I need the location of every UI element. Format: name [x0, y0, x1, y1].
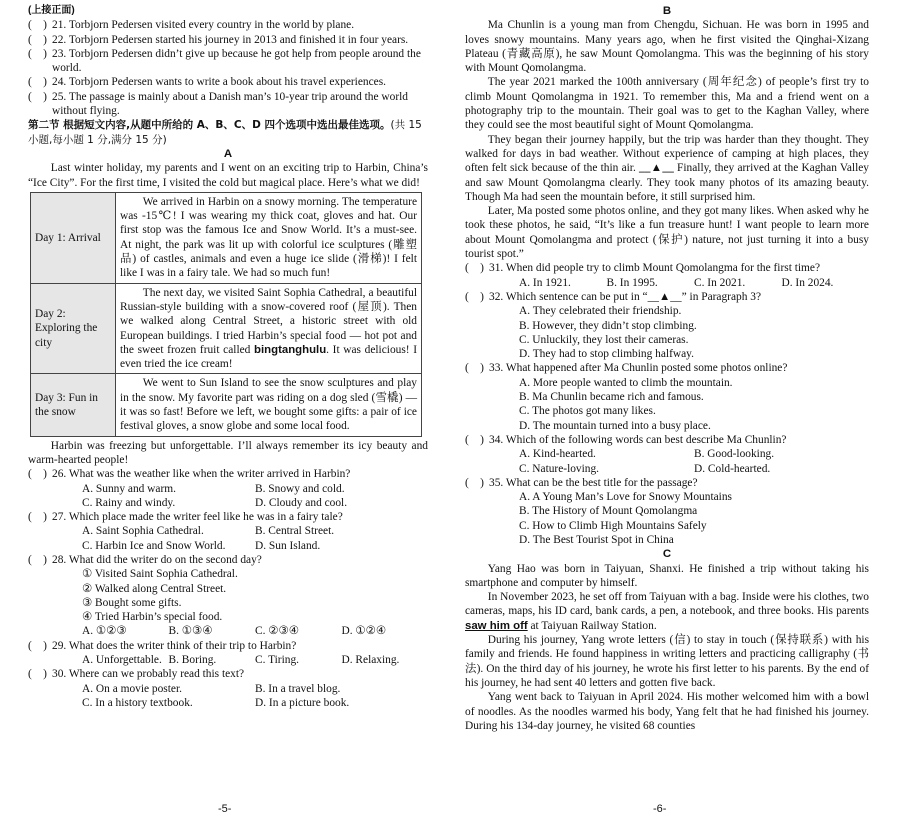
option[interactable]: B. However, they didn’t stop climbing. — [519, 319, 697, 332]
question-27-options — [28, 524, 428, 553]
question-30-options — [28, 682, 428, 711]
right-column — [465, 4, 869, 733]
question-24: ( ) 24. Torbjorn Pedersen wants to write a book about his travel experiences. — [28, 76, 386, 89]
table-row — [31, 192, 422, 283]
question-23: ( ) 23. Torbjorn Pedersen didn’t give up because he got help from people around the world. — [28, 47, 421, 75]
option[interactable]: C. ②③④ — [255, 625, 299, 638]
table-row — [31, 283, 422, 374]
option[interactable]: A. More people wanted to climb the mountain. — [519, 376, 733, 389]
option[interactable]: C. Tiring. — [255, 654, 300, 667]
option[interactable]: A. Unforgettable. — [82, 654, 162, 667]
question-33-options — [465, 376, 869, 433]
question-30: ( ) 30. Where can we probably read this text? — [28, 668, 245, 681]
day-label: Day 1: Arrival — [31, 192, 116, 283]
blank-marker: __▲__ — [639, 162, 674, 175]
question-29-options — [28, 653, 428, 667]
passage-b-paragraph: Later, Ma posted some photos online, and they got many likes. When asked why he took these photos, he said, “It’s like a fun treasure hunt! I want people to learn more about Mount Qomolangma and protect (保护) nature, not just turning it into a busy tourist spot.” — [465, 205, 869, 261]
day-text: We arrived in Harbin on a snowy morning. The temperature was -15℃! I was wearing my thick coat, gloves and hat. Our first stop was the famous Ice and Snow World. It’s a must-see. At night, the park was lit up with colorful ice sculptures (雕塑品) of castles, animals and even a huge ice slide (滑梯)! I felt like I was in a fairy tale. We had so much fun! — [116, 192, 422, 283]
option[interactable]: D. In a picture book. — [255, 696, 350, 709]
day-label: Day 2: Exploring the city — [31, 283, 116, 374]
option[interactable]: A. On a movie poster. — [82, 682, 182, 695]
option[interactable]: B. The History of Mount Qomolangma — [519, 505, 698, 518]
option[interactable]: D. The mountain turned into a busy place. — [519, 419, 711, 432]
option[interactable]: D. The Best Tourist Spot in China — [519, 533, 674, 546]
page-number-right: -6- — [653, 803, 667, 815]
option[interactable]: D. They had to stop climbing halfway. — [519, 348, 694, 361]
option[interactable]: B. Snowy and cold. — [255, 482, 345, 495]
passage-b-paragraph: Ma Chunlin is a young man from Chengdu, Sichuan. He was born in 1995 and loves snowy mountains. Many years ago, when he first visited the Qinghai-Xizang Plateau (青藏高原), he saw Mount Qomolangma. This was the beginning of his story with Mount Qomolangma. — [465, 19, 869, 75]
list-item: ③ Bought some gifts. — [82, 596, 182, 609]
question-35: ( ) 35. What can be the best title for the passage? — [465, 476, 698, 489]
passage-b-letter: B — [662, 5, 672, 17]
option[interactable]: C. How to Climb High Mountains Safely — [519, 519, 707, 532]
option[interactable]: C. Harbin Ice and Snow World. — [82, 539, 226, 552]
option[interactable]: A. Saint Sophia Cathedral. — [82, 525, 204, 538]
passage-c-paragraph: Yang Hao was born in Taiyuan, Shanxi. He finished a trip without taking his smartphone and computer by himself. — [465, 562, 869, 589]
option[interactable]: D. Relaxing. — [341, 654, 400, 667]
day-text: The next day, we visited Saint Sophia Cathedral, a beautiful Russian-style building with a snow-covered roof (屋顶). Then we walked along Central Street, a historic street with old European buildings. I tried Harbin’s special food — hot pot and the sweet frozen fruit called bingtanghulu. It was delicious! I even tried the ice cream! — [116, 283, 422, 374]
passage-b-paragraph: They began their journey happily, but the trip was harder than they thought. They walked for days in bad weather. Without experience of camping at high places, they often felt sick because of the thin air. __▲__ Finally, they arrived at the Kaghan Valley and saw Mount Qomolangma clearly. They took many photos of its amazing beauty. Though Ma had seen the mountain before, it still surprised him. — [465, 133, 869, 203]
section-title: 第二节 根据短文内容,从题中所给的 A、B、C、D 四个选项中选出最佳选项。(共 15 小题,每小题 1 分,满分 15 分) — [28, 119, 422, 146]
option[interactable]: C. In a history textbook. — [82, 696, 193, 709]
option[interactable]: D. ①②④ — [341, 625, 387, 638]
option[interactable]: B. Good-looking. — [694, 448, 775, 461]
question-29: ( ) 29. What does the writer think of their trip to Harbin? — [28, 639, 297, 652]
continued-label: (上接正面) — [28, 5, 75, 16]
option[interactable]: C. In 2021. — [694, 276, 746, 289]
passage-c-paragraph: In November 2023, he set off from Taiyuan with a bag. Inside were his clothes, two cameras, maps, his ID card, bank cards, a pen, a notebook, and three books. His parents saw him off at Taiyuan Railway Station. — [465, 591, 869, 632]
underlined-phrase: saw him off — [465, 619, 528, 632]
option[interactable]: C. Unluckily, they lost their cameras. — [519, 333, 689, 346]
day-label: Day 3: Fun in the snow — [31, 374, 116, 436]
option[interactable]: B. ①③④ — [168, 625, 213, 638]
day-text: We went to Sun Island to see the snow sculptures and play in the snow. My favorite part was riding on a dog sled (雪橇) — it was so fast! Before we left, we bought some gifts: a pair of ice festival gloves, a snow globe and some local food. — [116, 374, 422, 436]
question-31-options — [465, 276, 869, 290]
question-33: ( ) 33. What happened after Ma Chunlin posted some photos online? — [465, 362, 788, 375]
question-34: ( ) 34. Which of the following words can best describe Ma Chunlin? — [465, 433, 787, 446]
option[interactable]: B. Central Street. — [255, 525, 335, 538]
option[interactable]: D. Cloudy and cool. — [255, 496, 348, 509]
question-28: ( ) 28. What did the writer do on the second day? — [28, 553, 262, 566]
passage-c-letter: C — [662, 548, 672, 561]
passage-a-letter: A — [223, 147, 233, 160]
option[interactable]: A. Kind-hearted. — [519, 448, 596, 461]
option[interactable]: C. The photos got many likes. — [519, 405, 656, 418]
question-31: ( ) 31. When did people try to climb Mount Qomolangma for the first time? — [465, 262, 821, 275]
option[interactable]: C. Nature-loving. — [519, 462, 600, 475]
question-25: ( ) 25. The passage is mainly about a Danish man’s 10-year trip around the world without flying. — [28, 90, 408, 118]
option[interactable]: D. In 2024. — [781, 276, 834, 289]
question-26: ( ) 26. What was the weather like when the writer arrived in Harbin? — [28, 468, 351, 481]
list-item: ① Visited Saint Sophia Cathedral. — [82, 568, 238, 581]
question-34-options — [465, 447, 869, 476]
passage-a-outro: Harbin was freezing but unforgettable. I’ll always remember its icy beauty and warm-hearted people! — [28, 439, 428, 466]
question-22: ( ) 22. Torbjorn Pedersen started his journey in 2013 and finished it in four years. — [28, 33, 409, 46]
option[interactable]: D. Cold-hearted. — [694, 462, 771, 475]
list-item: ② Walked along Central Street. — [82, 582, 227, 595]
option[interactable]: A. In 1921. — [519, 276, 571, 289]
option[interactable]: B. Ma Chunlin became rich and famous. — [519, 391, 704, 404]
option[interactable]: A. ①②③ — [82, 625, 127, 638]
passage-c-paragraph: During his journey, Yang wrote letters (信) to stay in touch (保持联系) with his family and friends. He found happiness in writing letters and practicing calligraphy (书法). On the third day of his journey, he wrote his first letter to his parents. By the end of his journey, he had sent 40 letters and gotten five back. — [465, 634, 869, 689]
question-28-options — [28, 624, 428, 638]
option[interactable]: B. In a travel blog. — [255, 682, 341, 695]
question-35-options — [465, 490, 869, 547]
table-row — [31, 374, 422, 436]
bingtanghulu-term: bingtanghulu — [254, 343, 327, 356]
option[interactable]: B. In 1995. — [606, 276, 658, 289]
question-27: ( ) 27. Which place made the writer feel like he was in a fairy tale? — [28, 511, 343, 524]
passage-c-paragraph: Yang went back to Taiyuan in April 2024. His mother welcomed him with a bowl of noodles. As the noodles warmed his body, Yang felt that he had finished his journey. During his 134-day journey, he visited 68 counties — [465, 691, 869, 732]
itinerary-table — [30, 192, 422, 437]
page-number-left: -5- — [218, 803, 232, 815]
option[interactable]: A. A Young Man’s Love for Snowy Mountains — [519, 491, 732, 504]
option[interactable]: A. Sunny and warm. — [82, 482, 176, 495]
list-item: ④ Tried Harbin’s special food. — [82, 611, 223, 624]
question-28-items — [28, 567, 428, 624]
option[interactable]: A. They celebrated their friendship. — [519, 305, 682, 318]
passage-b-paragraph: The year 2021 marked the 100th anniversary (周年纪念) of people’s first try to climb Mount Qomolangma in 1921. To remember this, Ma and a friend went on a photography trip to the mountain. Their goal was to get to the Kaghan Valley, where they could see the most beautiful sight of Mount Qomolangma. — [465, 76, 869, 132]
left-column — [28, 4, 428, 710]
passage-a-intro: Last winter holiday, my parents and I went on an exciting trip to Harbin, China’s “Ice City”. For the first time, I visited the cold but magical place. Here’s what we did! — [28, 162, 428, 189]
option[interactable]: B. Boring. — [168, 654, 217, 667]
question-26-options — [28, 482, 428, 511]
option[interactable]: D. Sun Island. — [255, 539, 321, 552]
question-21: ( ) 21. Torbjorn Pedersen visited every country in the world by plane. — [28, 19, 355, 32]
question-32: ( ) 32. Which sentence can be put in “__▲__” in Paragraph 3? — [465, 290, 762, 303]
option[interactable]: C. Rainy and windy. — [82, 496, 176, 509]
question-32-options — [465, 304, 869, 361]
